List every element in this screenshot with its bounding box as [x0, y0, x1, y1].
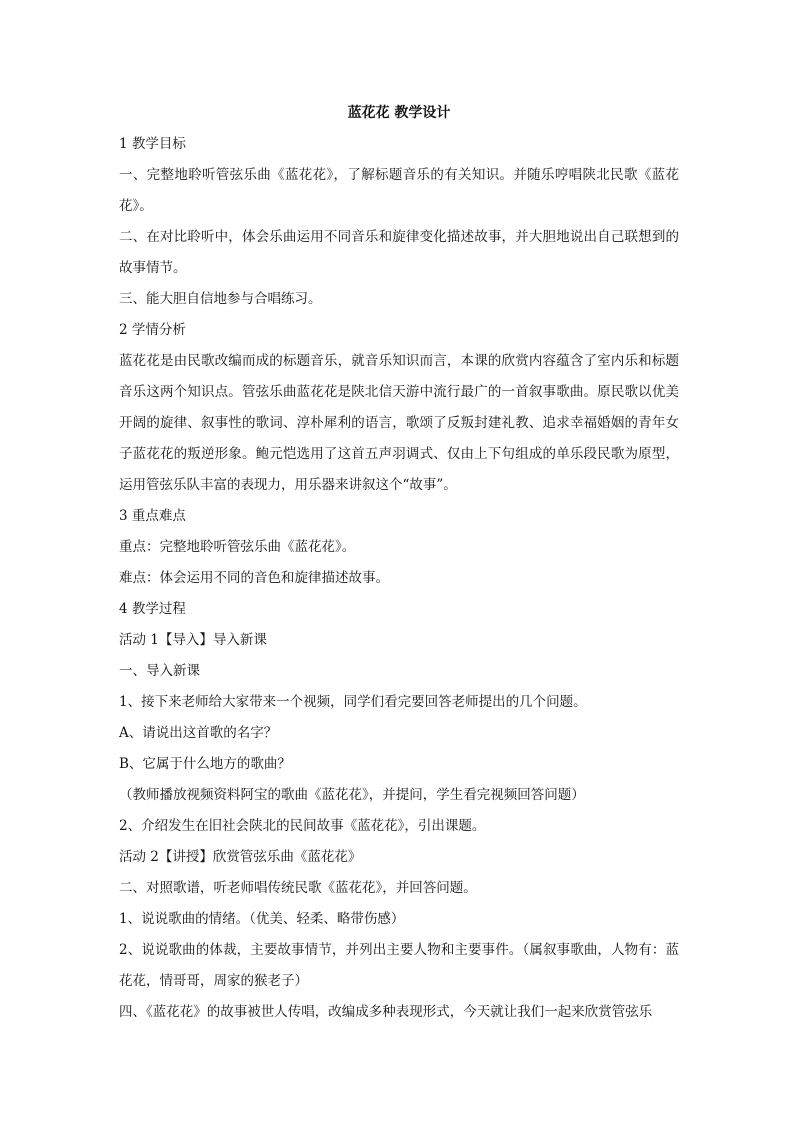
activity-2-heading: 活动 2【讲授】欣赏管弦乐曲《蓝花花》 [119, 849, 362, 865]
paragraph-intro-step-1: 1、接下来老师给大家带来一个视频，同学们看完要回答老师提出的几个问题。 [119, 694, 587, 710]
section-heading-analysis: 2 学情分析 [119, 322, 186, 338]
paragraph-difficulty: 难点：体会运用不同的音色和旋律描述故事。 [119, 570, 389, 586]
paragraph-genre: 2、说说歌曲的体裁，主要故事情节，并列出主要人物和主要事件。（属叙事歌曲，人物有：蓝花花，情哥哥，周家的猴老子） [119, 942, 679, 989]
document-body [119, 98, 679, 1028]
paragraph-objective-1: 一、完整地聆听管弦乐曲《蓝花花》，了解标题音乐的有关知识。并随乐哼唱陕北民歌《蓝花花》。 [119, 167, 679, 214]
paragraph-section-2: 二、对照歌谱，听老师唱传统民歌《蓝花花》，并回答问题。 [119, 880, 477, 896]
paragraph-intro-heading: 一、导入新课 [119, 663, 200, 679]
document-title: 蓝花花 教学设计 [347, 105, 451, 121]
paragraph-objective-3: 三、能大胆自信地参与合唱练习。 [119, 291, 322, 307]
paragraph-objective-2: 二、在对比聆听中，体会乐曲运用不同音乐和旋律变化描述故事，并大胆地说出自己联想到的故事情节。 [119, 229, 679, 276]
section-heading-process: 4 教学过程 [119, 601, 186, 617]
paragraph-key-point: 重点：完整地聆听管弦乐曲《蓝花花》。 [119, 539, 356, 555]
paragraph-emotion: 1、说说歌曲的情绪。（优美、轻柔、略带伤感） [119, 911, 405, 927]
activity-1-heading: 活动 1【导入】导入新课 [119, 632, 267, 648]
paragraph-section-4: 四、《蓝花花》的故事被世人传唱，改编成多种表现形式，今天就让我们一起来欣赏管弦乐 [119, 1004, 653, 1020]
section-heading-key-points: 3 重点难点 [119, 508, 186, 524]
paragraph-question-b: B、它属于什么地方的歌曲？ [119, 756, 291, 772]
paragraph-intro-step-2: 2、介绍发生在旧社会陕北的民间故事《蓝花花》，引出课题。 [119, 818, 486, 834]
paragraph-question-a: A、请说出这首歌的名字？ [119, 725, 278, 741]
paragraph-analysis: 蓝花花是由民歌改编而成的标题音乐，就音乐知识而言，本课的欣赏内容蕴含了室内乐和标题音乐这两个知识点。管弦乐曲蓝花花是陕北信天游中流行最广的一首叙事歌曲。原民歌以优美开阔的旋律、叙事性的歌词、淳朴犀利的语言，歌颂了反叛封建礼教、追求幸福婚姻的青年女子蓝花花的叛逆形象。鲍元恺选用了这首五声羽调式、仅由上下句组成的单乐段民歌为原型，运用管弦乐队丰富的表现力，用乐器来讲叙这个“故事”。 [119, 353, 679, 493]
section-heading-objectives: 1 教学目标 [119, 136, 186, 152]
paragraph-video-note: （教师播放视频资料阿宝的歌曲《蓝花花》，并提问，学生看完视频回答问题） [119, 787, 585, 803]
